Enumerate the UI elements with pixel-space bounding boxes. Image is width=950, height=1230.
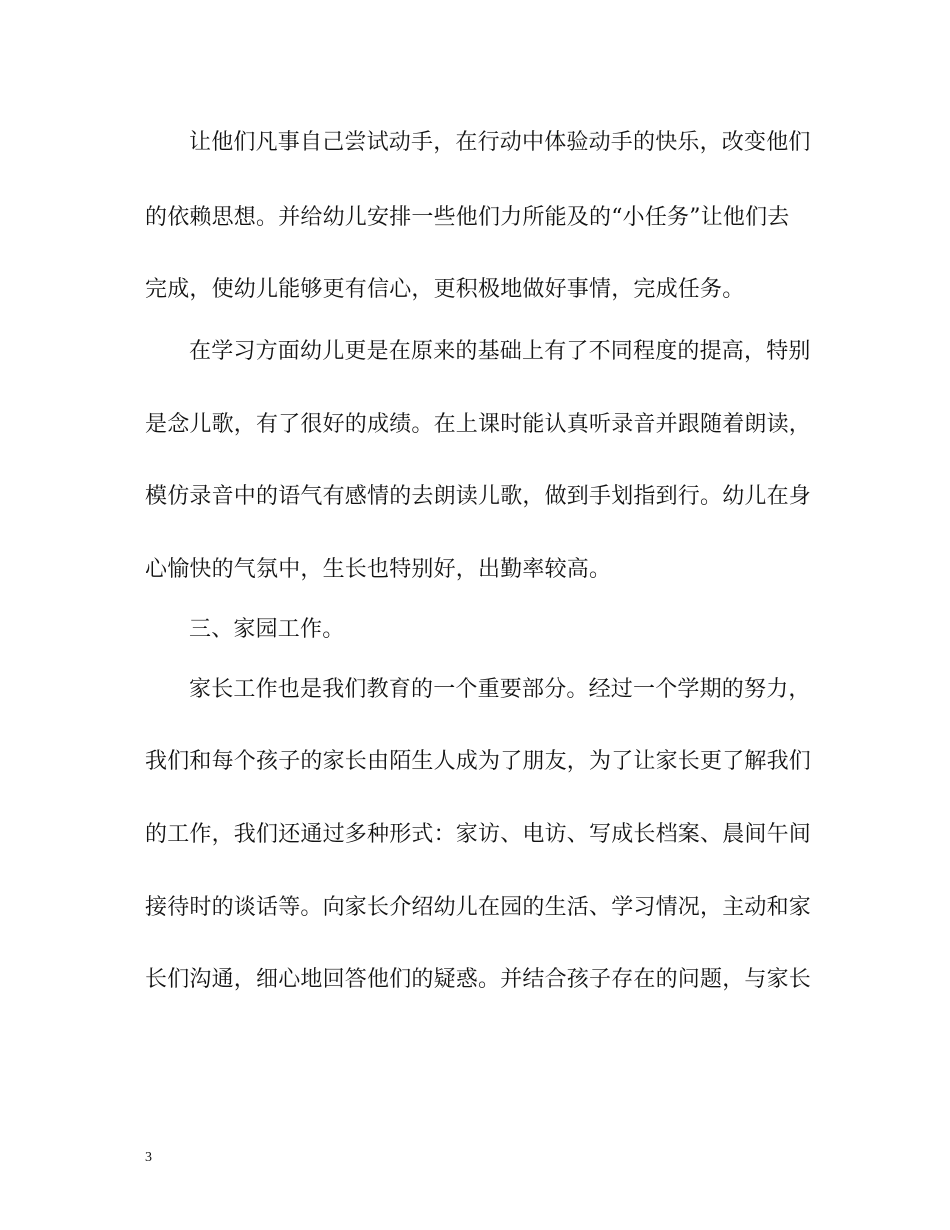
text-line: 让他们凡事自己尝试动手，在行动中体验动手的快乐，改变他们 xyxy=(189,130,811,155)
text-line: 完成，使幼儿能够更有信心，更积极地做好事情，完成任务。 xyxy=(145,277,745,302)
text-line: 模仿录音中的语气有感情的去朗读儿歌，做到手划指到行。幼儿在身 xyxy=(145,484,812,509)
text-line: 我们和每个孩子的家长由陌生人成为了朋友，为了让家长更了解我们 xyxy=(145,749,812,774)
text-line: 接待时的谈话等。向家长介绍幼儿在园的生活、学习情况，主动和家 xyxy=(145,895,812,920)
text-line: 是念儿歌，有了很好的成绩。在上课时能认真听录音并跟随着朗读， xyxy=(145,412,812,437)
text-line: 在学习方面幼儿更是在原来的基础上有了不同程度的提高，特别 xyxy=(189,339,811,364)
text-line: 的工作，我们还通过多种形式：家访、电访、写成长档案、晨间午间 xyxy=(145,822,812,847)
section-heading: 三、家园工作。 xyxy=(189,617,345,642)
text-line: 心愉快的气氛中，生长也特别好，出勤率较高。 xyxy=(145,557,612,582)
text-line: 家长工作也是我们教育的一个重要部分。经过一个学期的努力， xyxy=(189,677,811,702)
text-line: 的依赖思想。并给幼儿安排一些他们力所能及的“小任务”让他们去 xyxy=(145,205,790,230)
page-number: 3 xyxy=(145,1150,152,1165)
text-line: 长们沟通，细心地回答他们的疑惑。并结合孩子存在的问题，与家长 xyxy=(145,967,812,992)
